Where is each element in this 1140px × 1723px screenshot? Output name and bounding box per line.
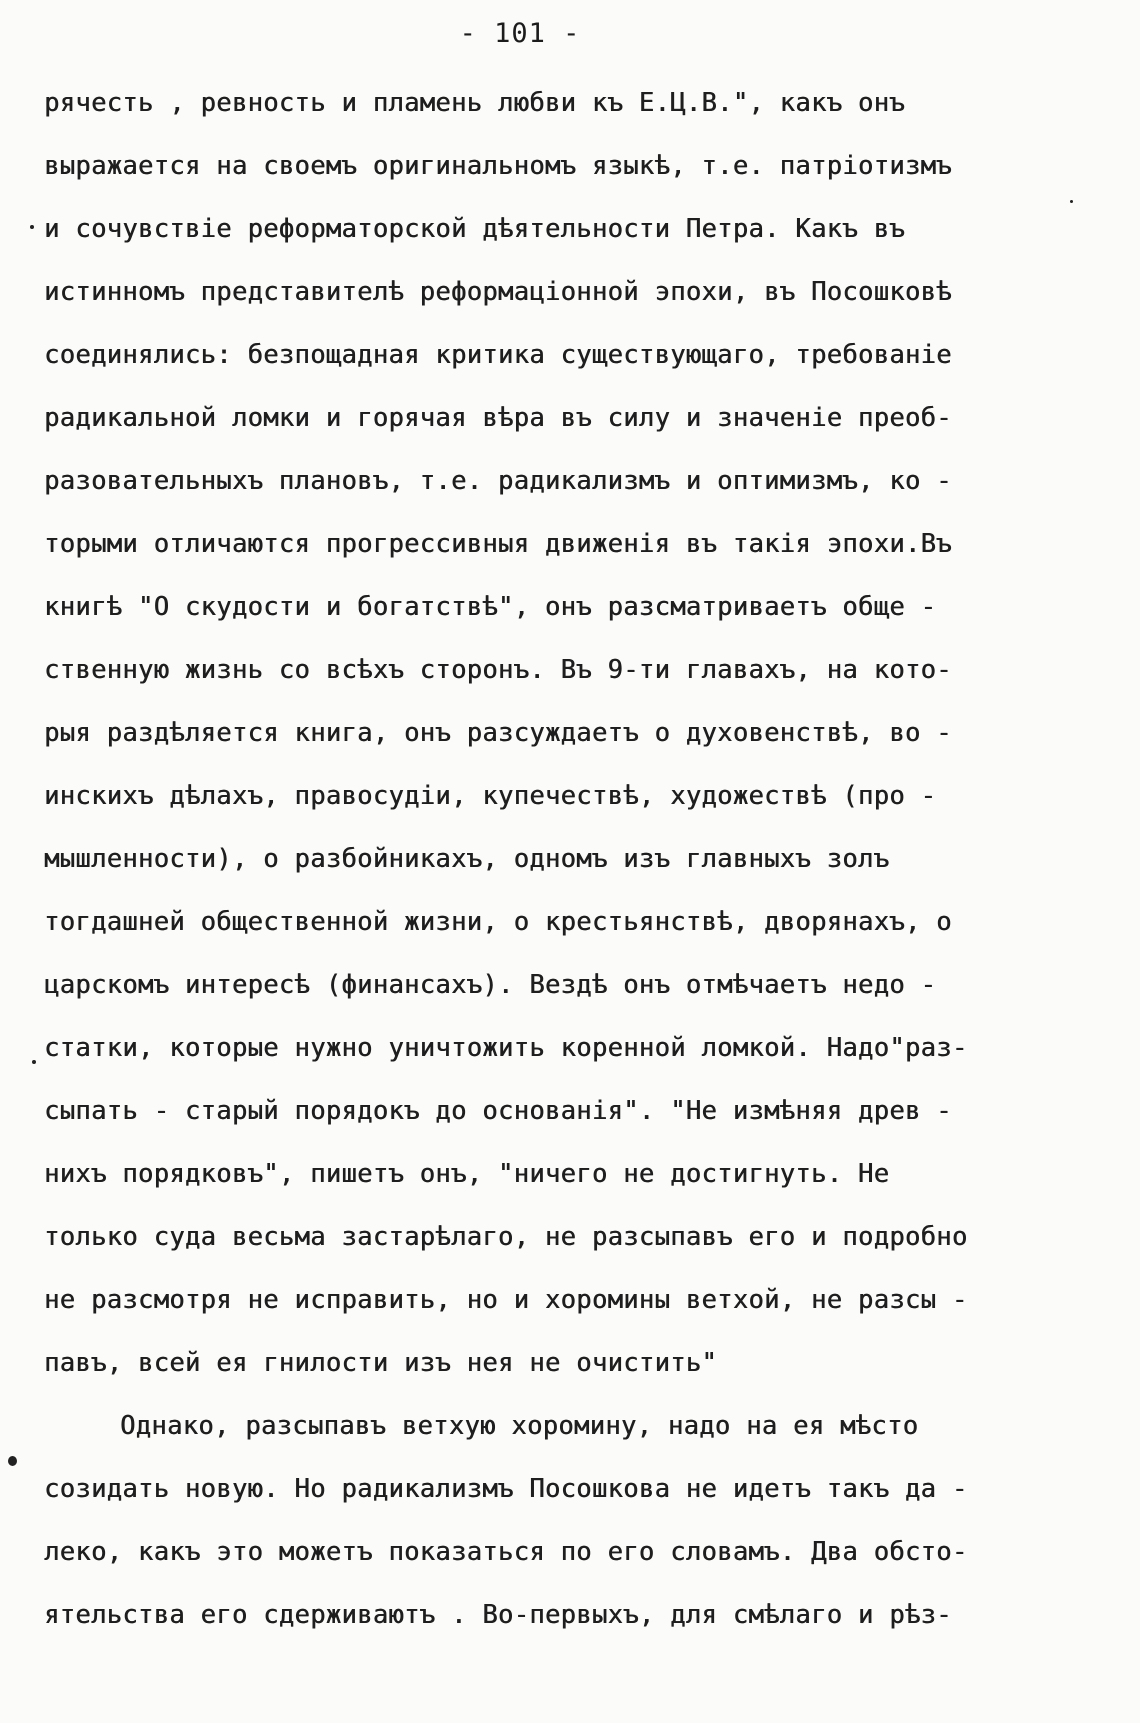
text-line: статки, которые нужно уничтожить коренной ломкой. Надо"раз- xyxy=(44,1033,968,1063)
paragraph-start-line: Однако, разсыпавъ ветхую хоромину, надо на ея мѣсто xyxy=(120,1411,919,1441)
page-number: - 101 - xyxy=(459,18,581,49)
text-line: выражается на своемъ оригинальномъ языкѣ, т.е. патріотизмъ xyxy=(44,151,952,181)
text-line: леко, какъ это можетъ показаться по его словамъ. Два обсто- xyxy=(44,1537,968,1567)
text-line: торыми отличаются прогрессивныя движенія въ такія эпохи.Въ xyxy=(44,529,952,559)
text-line: рыя раздѣляется книга, онъ разсуждаетъ о духовенствѣ, во - xyxy=(44,718,952,748)
text-line: рячесть , ревность и пламень любви къ Е.Ц.В.", какъ онъ xyxy=(44,88,905,118)
text-line: соединялись: безпощадная критика существующаго, требованіе xyxy=(44,340,952,370)
text-line: радикальной ломки и горячая вѣра въ силу и значеніе преоб- xyxy=(44,403,952,433)
text-line: не разсмотря не исправить, но и хоромины ветхой, не разсы - xyxy=(44,1285,968,1315)
text-line: разовательныхъ плановъ, т.е. радикализмъ и оптимизмъ, ко - xyxy=(44,466,952,496)
text-line: павъ, всей ея гнилости изъ нея не очистить" xyxy=(44,1348,718,1378)
text-line: созидать новую. Но радикализмъ Посошкова не идетъ такъ да - xyxy=(44,1474,968,1504)
text-line: мышленности), о разбойникахъ, одномъ изъ главныхъ золъ xyxy=(44,844,890,874)
scan-speck xyxy=(30,225,34,229)
scan-speck xyxy=(1070,200,1073,203)
scan-speck xyxy=(32,1060,36,1064)
text-line: книгѣ "О скудости и богатствѣ", онъ разсматриваетъ обще - xyxy=(44,592,937,622)
text-line: и сочувствіе реформаторской дѣятельности Петра. Какъ въ xyxy=(44,214,905,244)
text-line: истинномъ представителѣ реформаціонной эпохи, въ Посошковѣ xyxy=(44,277,952,307)
text-line: ятельства его сдерживаютъ . Во-первыхъ, для смѣлаго и рѣз- xyxy=(44,1600,952,1630)
text-line: нихъ порядковъ", пишетъ онъ, "ничего не достигнуть. Не xyxy=(44,1159,890,1189)
text-line: царскомъ интересѣ (финансахъ). Вездѣ онъ отмѣчаетъ недо - xyxy=(44,970,937,1000)
text-line: инскихъ дѣлахъ, правосудіи, купечествѣ, художествѣ (про - xyxy=(44,781,937,811)
scan-speck xyxy=(8,1456,17,1466)
text-line: только суда весьма застарѣлаго, не разсыпавъ его и подробно xyxy=(44,1222,968,1252)
text-line: ственную жизнь со всѣхъ сторонъ. Въ 9-ти главахъ, на кото- xyxy=(44,655,952,685)
body-text xyxy=(44,72,1054,1647)
text-line: тогдашней общественной жизни, о крестьянствѣ, дворянахъ, о xyxy=(44,907,952,937)
text-line: сыпать - старый порядокъ до основанія". "Не измѣняя древ - xyxy=(44,1096,952,1126)
